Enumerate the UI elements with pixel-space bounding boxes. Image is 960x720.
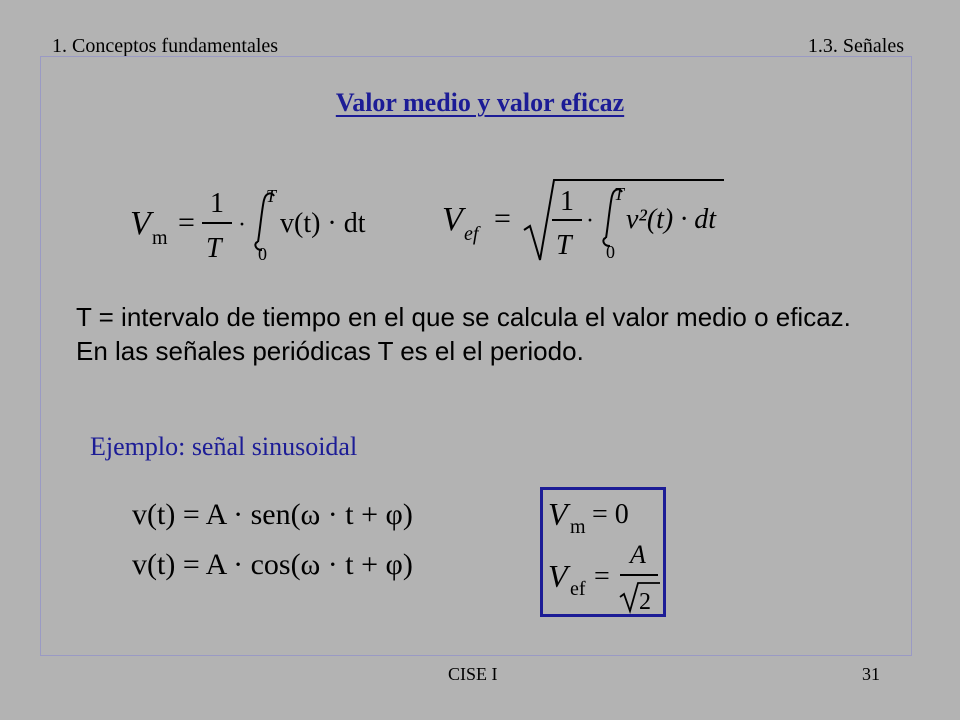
- svg-text:=: =: [494, 202, 511, 235]
- svg-text:=: =: [594, 561, 610, 592]
- cosine-formula: v(t) = A · cos(ω · t + φ): [132, 548, 413, 581]
- svg-text:V: V: [548, 496, 568, 532]
- slide-title: Valor medio y valor eficaz: [335, 88, 625, 117]
- svg-text:·: ·: [238, 212, 246, 238]
- mean-lower: 0: [258, 244, 267, 264]
- result-box: [540, 487, 668, 624]
- svg-text:2: 2: [639, 589, 651, 615]
- rms-lhs: V: [442, 201, 463, 238]
- svg-text:·: ·: [586, 208, 594, 234]
- mean-value-formula: [128, 182, 388, 277]
- mean-integrand: v(t) · dt: [280, 208, 366, 239]
- rms-den: T: [556, 230, 572, 261]
- rms-sub: ef: [464, 223, 479, 245]
- svg-text:=: =: [178, 206, 195, 239]
- header-subsection: 1.3. Señales: [807, 35, 904, 57]
- svg-text:m: m: [570, 516, 586, 538]
- footer-course: CISE I: [448, 664, 498, 684]
- header-section: 1. Conceptos fundamentales: [52, 35, 279, 57]
- rms-value-formula: [440, 172, 740, 277]
- rms-num: 1: [560, 186, 574, 217]
- rms-integrand: v²(t) · dt: [626, 204, 717, 235]
- description-text: T = intervalo de tiempo en el que se calcula el valor medio o eficaz. En las señales periódicas T es el el periodo.: [76, 302, 851, 366]
- example-label: Ejemplo: señal sinusoidal: [90, 432, 358, 461]
- svg-text:A: A: [630, 540, 646, 569]
- mean-lhs: V: [130, 205, 151, 242]
- svg-text:ef: ef: [570, 578, 586, 600]
- signal-formulas: [128, 490, 428, 595]
- svg-text:= 0: = 0: [592, 499, 629, 530]
- mean-upper: T: [266, 186, 277, 206]
- rms-upper: T: [614, 184, 625, 204]
- mean-sub: m: [152, 227, 168, 249]
- rms-lower: 0: [606, 242, 615, 262]
- mean-den: T: [206, 233, 222, 264]
- svg-text:V: V: [548, 558, 568, 594]
- footer-page-number: 31: [862, 664, 880, 684]
- sine-formula: v(t) = A · sen(ω · t + φ): [132, 498, 413, 531]
- mean-num: 1: [210, 188, 224, 219]
